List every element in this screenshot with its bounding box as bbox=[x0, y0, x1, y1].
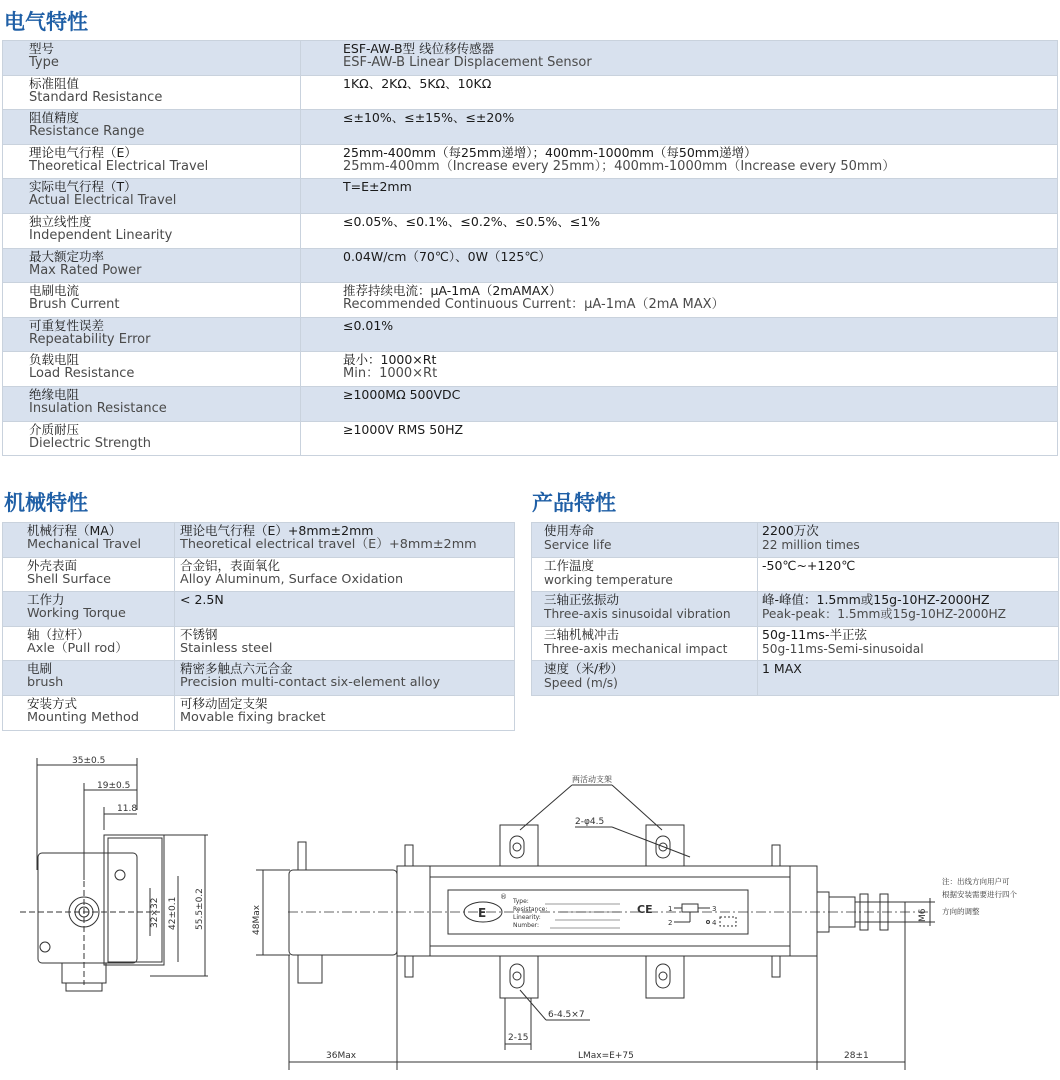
thread-size: M6 bbox=[918, 908, 928, 922]
spec-value-line-1: 可移动固定支架 bbox=[180, 695, 268, 711]
spec-label-en: Resistance Range bbox=[29, 124, 145, 140]
pin-1-label: 1 bbox=[668, 905, 673, 913]
dim-28: 28±1 bbox=[844, 1051, 869, 1061]
spec-label-en: Theoretical Electrical Travel bbox=[29, 158, 209, 174]
spec-value-line-1: 1KΩ、2KΩ、5KΩ、10KΩ bbox=[343, 75, 492, 91]
spec-row bbox=[532, 626, 1059, 661]
spec-label-cn: 可重复性误差 bbox=[29, 317, 105, 333]
spec-value-line-1: ≥1000V RMS 50HZ bbox=[343, 421, 464, 437]
spec-value-cell bbox=[301, 110, 1058, 145]
spec-label-en: Repeatability Error bbox=[29, 331, 151, 347]
spec-row bbox=[3, 523, 515, 558]
spec-value-line-1: 最小：1000×Rt bbox=[343, 352, 437, 368]
spec-value-line-1: ≤0.05%、≤0.1%、≤0.2%、≤0.5%、≤1% bbox=[343, 213, 601, 229]
plate-number: Number: bbox=[513, 922, 540, 929]
spec-value-line-1: 推荐持续电流：μA-1mA（2mAMAX） bbox=[343, 283, 562, 299]
spec-label-cn: 工作力 bbox=[27, 592, 65, 608]
spec-label-en: Max Rated Power bbox=[29, 262, 142, 278]
spec-row bbox=[3, 421, 1058, 456]
spec-label-cell bbox=[3, 283, 301, 318]
spec-row bbox=[3, 317, 1058, 352]
product-section-title: 产品特性 bbox=[532, 491, 616, 515]
spec-value-cell bbox=[175, 661, 515, 696]
spec-label-cn: 工作温度 bbox=[544, 557, 595, 573]
spec-label-en: Brush Current bbox=[29, 297, 120, 313]
spec-value-line-1: -50℃~+120℃ bbox=[762, 557, 856, 573]
spec-row bbox=[3, 352, 1058, 387]
spec-label-cell bbox=[3, 386, 301, 421]
plate-ce-mark: CE bbox=[637, 903, 653, 916]
spec-value-line-1: 理论电气行程（E）+8mm±2mm bbox=[180, 523, 374, 538]
spec-value-line-1: ESF-AW-B型 线位移传感器 bbox=[343, 41, 495, 56]
spec-value-cell bbox=[758, 557, 1059, 592]
product-spec-table bbox=[531, 522, 1059, 696]
spec-label-cell bbox=[532, 592, 758, 627]
note-line-1: 注：出线方向用户可 bbox=[942, 877, 1010, 886]
spec-label-cn: 使用寿命 bbox=[544, 523, 595, 538]
spec-label-en: Three-axis mechanical impact bbox=[544, 641, 728, 656]
spec-row bbox=[532, 557, 1059, 592]
mechanical-section-title: 机械特性 bbox=[4, 491, 88, 515]
spec-value-cell bbox=[175, 523, 515, 558]
spec-row bbox=[3, 213, 1058, 248]
dim-555: 55.5±0.2 bbox=[195, 888, 205, 930]
spec-label-cell bbox=[532, 661, 758, 696]
spec-label-en: Axle（Pull rod） bbox=[27, 640, 129, 656]
spec-row bbox=[3, 283, 1058, 318]
spec-value-line-2: Stainless steel bbox=[180, 640, 273, 656]
spec-value-cell bbox=[301, 144, 1058, 179]
spec-label-en: Actual Electrical Travel bbox=[29, 193, 177, 209]
spec-value-line-2: 50g-11ms-Semi-sinusoidal bbox=[762, 641, 924, 656]
dim-32: 32×32 bbox=[150, 897, 160, 928]
dim-118: 11.8 bbox=[117, 804, 138, 814]
bracket-label: 两活动支架 bbox=[572, 775, 612, 784]
logo-registered: ® bbox=[500, 893, 507, 901]
spec-value-line-1: 精密多触点六元合金 bbox=[180, 661, 293, 677]
spec-value-line-1: 不锈钢 bbox=[180, 626, 218, 642]
spec-label-cell bbox=[3, 213, 301, 248]
spec-value-line-1: 2200万次 bbox=[762, 523, 819, 538]
spec-row bbox=[3, 179, 1058, 214]
spec-row bbox=[532, 592, 1059, 627]
spec-value-cell bbox=[758, 661, 1059, 696]
dim-42: 42±0.1 bbox=[168, 896, 178, 930]
spec-value-line-1: 0.04W/cm（70℃）、0W（125℃） bbox=[343, 248, 551, 264]
spec-label-cn: 安装方式 bbox=[27, 695, 78, 711]
spec-label-en: brush bbox=[27, 675, 64, 691]
spec-label-cn: 速度（米/秒） bbox=[544, 661, 624, 677]
spec-label-cn: 型号 bbox=[29, 41, 55, 56]
spec-label-cell bbox=[3, 41, 301, 76]
spec-label-cn: 三轴机械冲击 bbox=[544, 626, 620, 642]
spec-value-line-2: Recommended Continuous Current：μA-1mA（2mA MAX） bbox=[343, 297, 725, 313]
spec-label-cn: 负载电阻 bbox=[29, 352, 80, 368]
spec-value-line-2: ESF-AW-B Linear Displacement Sensor bbox=[343, 55, 592, 70]
dim-19: 19±0.5 bbox=[97, 781, 131, 791]
spec-label-en: Mechanical Travel bbox=[27, 537, 142, 552]
spec-label-cn: 三轴正弦振动 bbox=[544, 592, 620, 608]
spec-label-en: Service life bbox=[544, 538, 612, 552]
spec-label-cell bbox=[3, 110, 301, 145]
spec-label-cn: 最大额定功率 bbox=[29, 248, 105, 264]
spec-value-line-2: 25mm-400mm（Increase every 25mm）；400mm-1000mm（Increase every 50mm） bbox=[343, 158, 896, 174]
spec-label-en: working temperature bbox=[544, 572, 673, 587]
spec-value-line-1: 1 MAX bbox=[762, 661, 802, 677]
spec-label-cn: 电刷电流 bbox=[29, 283, 80, 299]
spec-label-cell bbox=[3, 352, 301, 387]
hole-label: 2-φ4.5 bbox=[575, 817, 605, 827]
spec-value-line-1: 峰-峰值：1.5mm或15g-10HZ-2000HZ bbox=[762, 592, 990, 608]
spec-label-cn: 机械行程（MA） bbox=[27, 523, 122, 538]
spec-label-en: Standard Resistance bbox=[29, 89, 163, 105]
plate-resistance: Resistance: bbox=[513, 906, 548, 913]
spec-value-line-1: ≤±10%、≤±15%、≤±20% bbox=[343, 110, 515, 126]
spec-value-cell bbox=[301, 352, 1058, 387]
spec-row bbox=[3, 110, 1058, 145]
spec-label-cell bbox=[3, 317, 301, 352]
spec-value-cell bbox=[301, 75, 1058, 110]
spec-label-en: Shell Surface bbox=[27, 571, 112, 587]
spec-value-line-2: Peak-peak：1.5mm或15g-10HZ-2000HZ bbox=[762, 607, 1006, 622]
spec-label-en: Mounting Method bbox=[27, 709, 139, 725]
spec-label-cn: 实际电气行程（T） bbox=[29, 179, 137, 195]
spec-value-line-2: 22 million times bbox=[762, 538, 860, 552]
dim-48: 48Max bbox=[252, 904, 262, 935]
spec-value-cell bbox=[301, 213, 1058, 248]
dim-36: 36Max bbox=[326, 1051, 357, 1061]
spec-label-cn: 独立线性度 bbox=[29, 213, 92, 229]
spec-label-cell bbox=[532, 626, 758, 661]
spec-value-cell bbox=[175, 557, 515, 592]
spec-label-en: Dielectric Strength bbox=[29, 435, 151, 451]
spec-value-line-2: Min：1000×Rt bbox=[343, 366, 438, 382]
spec-value-line-1: T=E±2mm bbox=[343, 179, 412, 195]
side-view bbox=[20, 756, 208, 991]
spec-label-cell bbox=[532, 557, 758, 592]
mechanical-spec-table bbox=[2, 522, 515, 731]
note-line-3: 方向的调整 bbox=[942, 907, 980, 916]
spec-row bbox=[532, 661, 1059, 696]
technical-drawing bbox=[0, 750, 1060, 1080]
spec-label-en: Insulation Resistance bbox=[29, 400, 167, 416]
pin-3-label: 3 bbox=[712, 905, 717, 913]
spec-label-cell bbox=[3, 248, 301, 283]
spec-row bbox=[3, 144, 1058, 179]
spec-row bbox=[3, 626, 515, 661]
spec-value-line-2: Alloy Aluminum, Surface Oxidation bbox=[180, 571, 404, 587]
spec-row bbox=[3, 386, 1058, 421]
spec-label-cell bbox=[3, 661, 175, 696]
spec-row bbox=[3, 592, 515, 627]
spec-value-cell bbox=[758, 523, 1059, 558]
spec-label-en: Independent Linearity bbox=[29, 227, 173, 243]
spec-row bbox=[3, 75, 1058, 110]
spec-row bbox=[3, 248, 1058, 283]
spec-row bbox=[3, 661, 515, 696]
spec-label-cell bbox=[3, 695, 175, 730]
spec-value-cell bbox=[758, 626, 1059, 661]
front-view bbox=[252, 774, 1017, 1070]
spec-value-line-1: < 2.5N bbox=[180, 592, 224, 608]
spec-value-cell bbox=[301, 41, 1058, 76]
spec-label-cn: 标准阻值 bbox=[29, 75, 80, 91]
spec-value-line-1: 合金铝，表面氧化 bbox=[180, 557, 281, 573]
spec-label-en: Load Resistance bbox=[29, 366, 135, 382]
dim-35: 35±0.5 bbox=[72, 756, 106, 766]
spec-row bbox=[3, 41, 1058, 76]
dim-lmax: LMax=E+75 bbox=[578, 1051, 634, 1061]
spec-row bbox=[3, 695, 515, 730]
spec-label-cell bbox=[532, 523, 758, 558]
spec-label-en: Three-axis sinusoidal vibration bbox=[544, 607, 731, 622]
spec-label-cell bbox=[3, 421, 301, 456]
pin-2-label: 2 bbox=[668, 919, 673, 927]
logo-letter: E bbox=[478, 906, 487, 920]
spec-value-cell bbox=[175, 592, 515, 627]
spec-label-cn: 电刷 bbox=[27, 661, 53, 677]
spec-label-cn: 外壳表面 bbox=[27, 557, 78, 573]
spec-value-cell bbox=[301, 386, 1058, 421]
spec-label-en: Working Torque bbox=[27, 606, 126, 622]
dim-215: 2-15 bbox=[508, 1033, 529, 1043]
plate-type: Type: bbox=[513, 898, 529, 905]
spec-label-cell bbox=[3, 75, 301, 110]
spec-value-cell bbox=[301, 421, 1058, 456]
spec-label-en: Type bbox=[29, 55, 59, 70]
spec-label-cell bbox=[3, 592, 175, 627]
spec-value-cell bbox=[758, 592, 1059, 627]
spec-value-cell bbox=[175, 695, 515, 730]
spec-label-cn: 理论电气行程（E） bbox=[29, 144, 137, 160]
spec-value-line-2: Movable fixing bracket bbox=[180, 709, 326, 725]
spec-label-cn: 轴（拉杆） bbox=[27, 626, 90, 642]
spec-label-cell bbox=[3, 626, 175, 661]
spec-label-cn: 介质耐压 bbox=[29, 421, 80, 437]
note-line-2: 根据安装需要进行四个 bbox=[942, 890, 1017, 899]
spec-value-cell bbox=[301, 248, 1058, 283]
pin-4-label: 4 bbox=[712, 919, 717, 927]
spec-value-line-1: 50g-11ms-半正弦 bbox=[762, 626, 867, 642]
spec-label-cn: 绝缘电阻 bbox=[29, 386, 80, 402]
spec-value-line-2: Precision multi-contact six-element alloy bbox=[180, 675, 441, 691]
spec-value-cell bbox=[301, 283, 1058, 318]
spec-value-cell bbox=[175, 626, 515, 661]
spec-value-line-1: ≥1000MΩ 500VDC bbox=[343, 386, 461, 402]
spec-value-line-1: 25mm-400mm（每25mm递增）；400mm-1000mm（每50mm递增） bbox=[343, 144, 757, 160]
spec-value-line-2: Theoretical electrical travel（E）+8mm±2mm bbox=[180, 537, 477, 552]
spec-label-cell bbox=[3, 557, 175, 592]
slot-label: 6-4.5×7 bbox=[548, 1010, 585, 1020]
spec-value-line-1: ≤0.01% bbox=[343, 317, 394, 333]
spec-label-cell bbox=[3, 144, 301, 179]
spec-label-cn: 阻值精度 bbox=[29, 110, 80, 126]
spec-label-en: Speed (m/s) bbox=[544, 676, 618, 691]
spec-row bbox=[3, 557, 515, 592]
spec-value-cell bbox=[301, 179, 1058, 214]
electrical-spec-table bbox=[2, 40, 1058, 456]
spec-label-cell bbox=[3, 179, 301, 214]
plate-linearity: Linearity: bbox=[513, 914, 541, 921]
electrical-section-title: 电气特性 bbox=[4, 10, 88, 34]
spec-row bbox=[532, 523, 1059, 558]
spec-value-cell bbox=[301, 317, 1058, 352]
spec-label-cell bbox=[3, 523, 175, 558]
